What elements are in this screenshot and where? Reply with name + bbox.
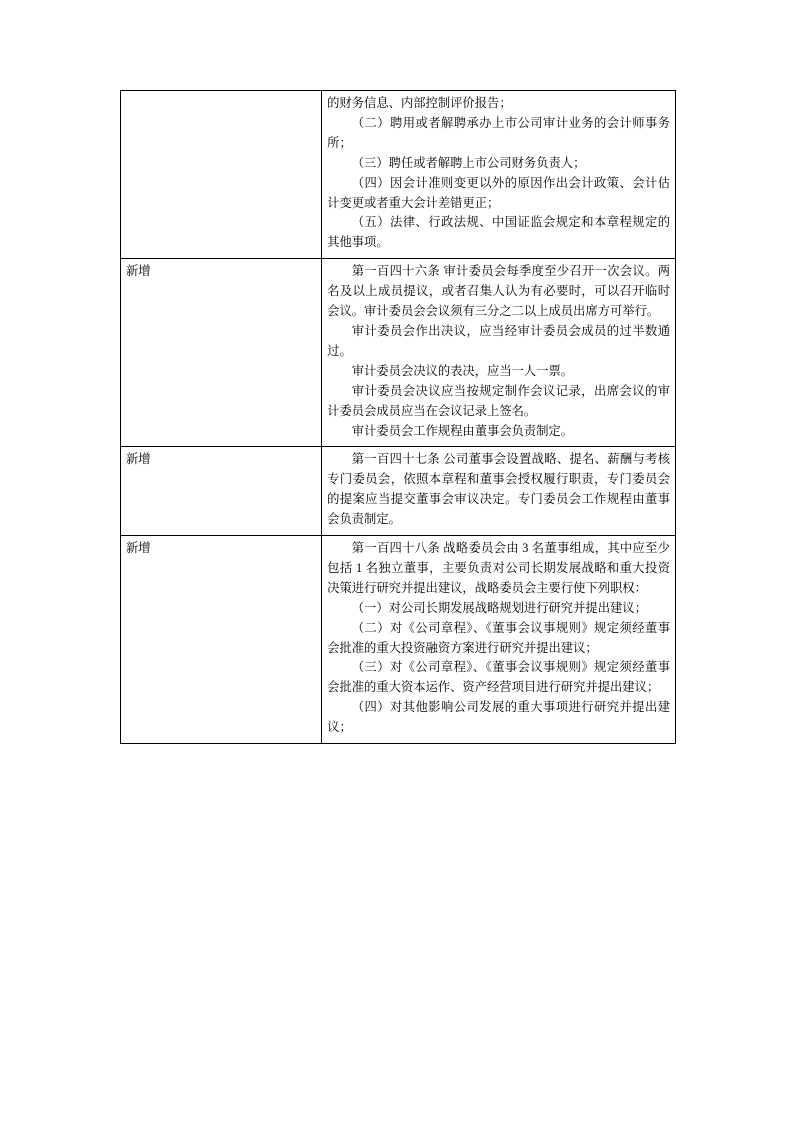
row-content-cell [322, 447, 676, 536]
amendment-comparison-table [120, 90, 676, 744]
change-type-label: 新增 [126, 541, 151, 556]
clause-paragraph: 第一百四十七条 公司董事会设置战略、提名、薪酬与考核专门委员会，依照本章程和董事会授权履行职责，专门委员会的提案应当提交董事会审议决定。专门委员会工作规程由董事会负责制定。 [327, 452, 670, 527]
clause-paragraph: 审计委员会作出决议，应当经审计委员会成员的过半数通过。 [327, 323, 670, 358]
clause-paragraph: 的财务信息、内部控制评价报告； [327, 96, 512, 110]
row-content-cell [322, 91, 676, 259]
table-row [121, 259, 676, 447]
row-change-type-cell [121, 259, 322, 447]
row-change-type-cell [121, 536, 322, 744]
clause-paragraph: 审计委员会工作规程由董事会负责制定。 [351, 423, 574, 438]
clause-paragraph: 第一百四十六条 审计委员会每季度至少召开一次会议。两名及以上成员提议，或者召集人认为有必要时，可以召开临时会议。审计委员会会议须有三分之二以上成员出席方可举行。 [327, 264, 670, 319]
clause-paragraph: （四）对其他影响公司发展的重大事项进行研究并提出建议； [327, 700, 670, 735]
clause-paragraph: （五）法律、行政法规、中国证监会规定和本章程规定的其他事项。 [327, 215, 670, 250]
table-body [121, 91, 676, 744]
clause-paragraph: （二）对《公司章程》、《董事会议事规则》规定须经董事会批准的重大投资融资方案进行研究并提出建议； [327, 620, 670, 655]
clause-paragraph: 审计委员会决议的表决，应当一人一票。 [351, 363, 574, 378]
clause-paragraph: （三）对《公司章程》、《董事会议事规则》规定须经董事会批准的重大资本运作、资产经营项目进行研究并提出建议； [327, 660, 670, 695]
table-row [121, 536, 676, 744]
clause-paragraph: （三）聘任或者解聘上市公司财务负责人； [351, 155, 586, 170]
table-row [121, 447, 676, 536]
row-content-cell [322, 259, 676, 447]
clause-paragraph: 审计委员会决议应当按规定制作会议记录，出席会议的审计委员会成员应当在会议记录上签名。 [327, 383, 670, 418]
row-change-type-cell [121, 91, 322, 259]
row-change-type-cell [121, 447, 322, 536]
change-type-label: 新增 [126, 264, 151, 279]
clause-paragraph: （四）因会计准则变更以外的原因作出会计政策、会计估计变更或者重大会计差错更正； [327, 175, 670, 210]
clause-paragraph: 第一百四十八条 战略委员会由 3 名董事组成，其中应至少包括 1 名独立董事，主要负责对公司长期发展战略和重大投资决策进行研究并提出建议，战略委员会主要行使下列职权： [327, 541, 670, 595]
clause-paragraph: （一）对公司长期发展战略规划进行研究并提出建议； [351, 600, 647, 615]
table-row [121, 91, 676, 259]
change-type-label: 新增 [126, 452, 151, 467]
row-content-cell [322, 536, 676, 744]
clause-paragraph: （二）聘用或者解聘承办上市公司审计业务的会计师事务所； [327, 115, 670, 150]
